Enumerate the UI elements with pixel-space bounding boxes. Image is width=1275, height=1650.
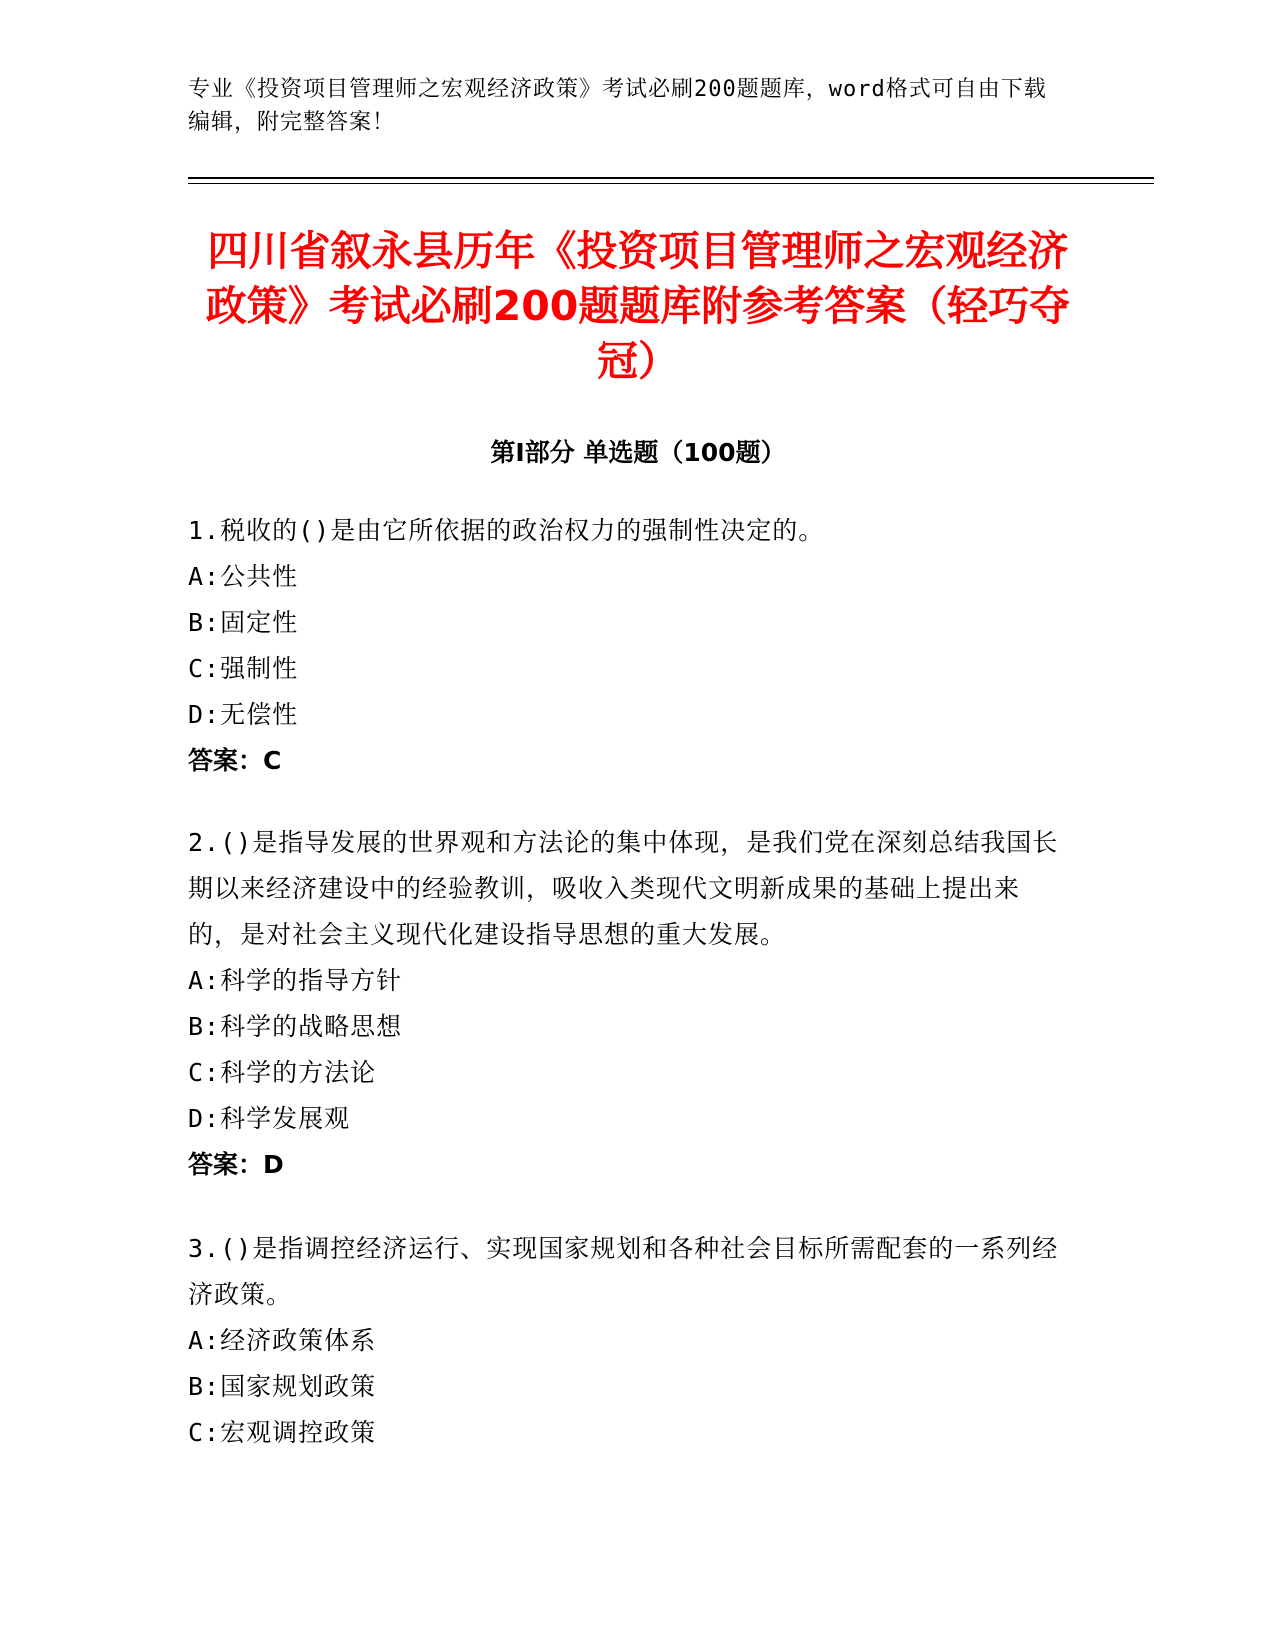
option-d: D:科学发展观	[188, 1104, 351, 1133]
option-c: C:宏观调控政策	[188, 1418, 377, 1447]
question-stem: 2.()是指导发展的世界观和方法论的集中体现，是我们党在深刻总结我国长期以来经济建设中的经验教训，吸收入类现代文明新成果的基础上提出来的，是对社会主义现代化建设指导思想的重大发展。	[188, 828, 1059, 949]
option-c: C:强制性	[188, 654, 299, 683]
option-c: C:科学的方法论	[188, 1058, 377, 1087]
header-note: 专业《投资项目管理师之宏观经济政策》考试必刷200题题库，word格式可自由下载编辑，附完整答案！	[188, 77, 1047, 135]
question-3	[188, 1226, 1068, 1456]
option-b: B:固定性	[188, 608, 299, 637]
answer: 答案：D	[188, 1150, 284, 1179]
section-heading: 第Ⅰ部分 单选题（100题）	[490, 438, 786, 467]
option-a: A:科学的指导方针	[188, 966, 403, 995]
option-a: A:经济政策体系	[188, 1326, 377, 1355]
header-rule-thin	[188, 183, 1154, 184]
option-a: A:公共性	[188, 562, 299, 591]
document-title: 四川省叙永县历年《投资项目管理师之宏观经济政策》考试必刷200题题库附参考答案（轻巧夺冠）	[205, 227, 1071, 385]
option-d: D:无偿性	[188, 700, 299, 729]
option-b: B:科学的战略思想	[188, 1012, 403, 1041]
question-2	[188, 820, 1068, 1188]
answer: 答案：C	[188, 746, 282, 775]
option-b: B:国家规划政策	[188, 1372, 377, 1401]
question-stem: 1.税收的()是由它所依据的政治权力的强制性决定的。	[188, 516, 825, 545]
header-rule-thick	[188, 177, 1154, 179]
question-1	[188, 508, 1068, 784]
question-stem: 3.()是指调控经济运行、实现国家规划和各种社会目标所需配套的一系列经济政策。	[188, 1234, 1059, 1309]
